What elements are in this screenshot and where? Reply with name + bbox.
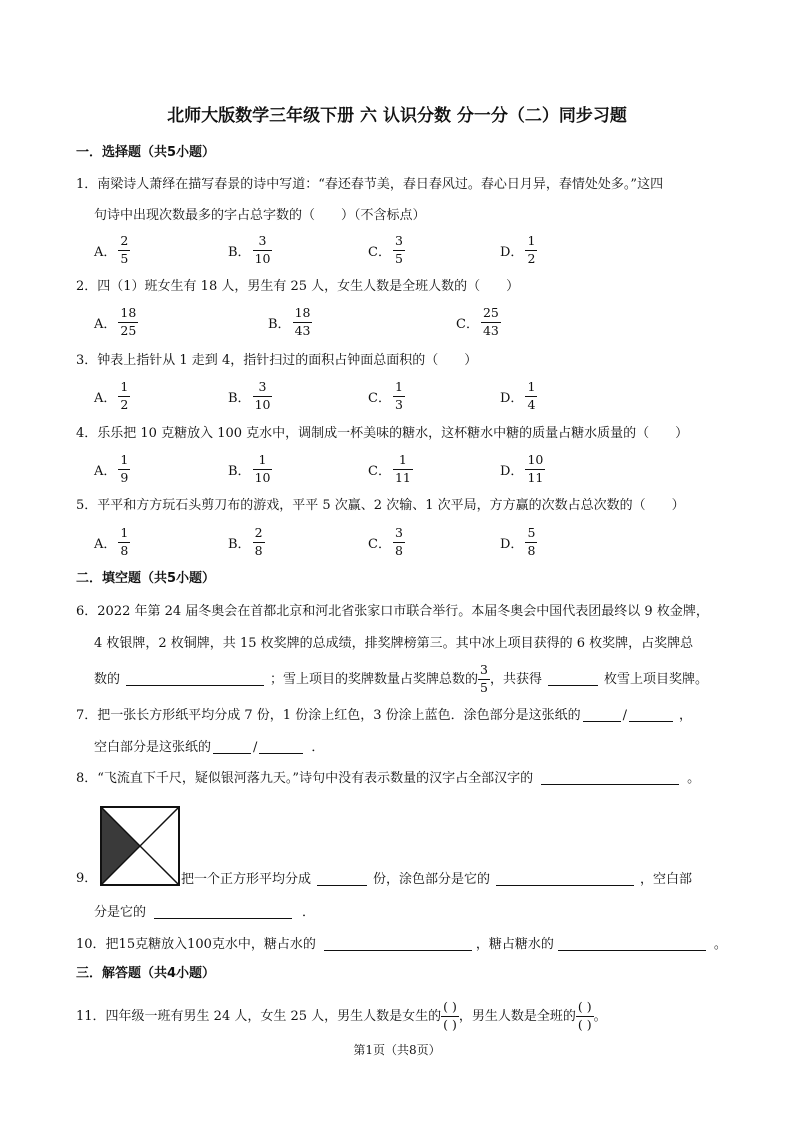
q9-answer-blank-1[interactable] bbox=[317, 872, 367, 886]
option-fraction: $\frac{1}{2}$ bbox=[527, 233, 536, 266]
q5-option-b[interactable] bbox=[228, 527, 265, 557]
option-fraction: $\frac{3}{8}$ bbox=[394, 525, 403, 558]
shaded-triangle bbox=[101, 807, 140, 885]
option-label: B． bbox=[268, 316, 291, 332]
option-fraction: $\frac{1}{3}$ bbox=[394, 379, 403, 412]
section-heading-answer: 三．解答题（共4小题） bbox=[76, 966, 216, 981]
q2-option-c[interactable] bbox=[456, 307, 501, 337]
option-label: B． bbox=[228, 536, 251, 552]
q9-answer-blank-2[interactable] bbox=[496, 872, 634, 886]
q3-option-d[interactable] bbox=[500, 381, 537, 411]
q9-answer-blank-3[interactable] bbox=[154, 905, 292, 919]
q10-answer-blank-1[interactable] bbox=[324, 937, 472, 951]
q11-text-b: ，男生人数是全班的 bbox=[458, 1008, 576, 1024]
option-label: B． bbox=[228, 463, 251, 479]
section-heading-choice: 一．选择题（共5小题） bbox=[76, 145, 216, 160]
q7-answer-blank-4[interactable] bbox=[259, 740, 303, 754]
q7-answer-blank-3[interactable] bbox=[213, 740, 251, 754]
question-4-line-1: 4．乐乐把 10 克糖放入 100 克水中，调制成一杯美味的糖水，这杯糖水中糖的质量占糖水质量的（ ） bbox=[76, 426, 689, 441]
q4-option-d[interactable] bbox=[500, 454, 545, 484]
q6-answer-blank-2[interactable] bbox=[548, 672, 598, 686]
q5-option-c[interactable] bbox=[368, 527, 405, 557]
question-8-line-1 bbox=[76, 771, 700, 785]
square-diagram bbox=[100, 806, 180, 886]
page-footer: 第1页（共8页） bbox=[353, 1043, 441, 1057]
question-10-line-1 bbox=[76, 937, 727, 951]
option-fraction: $\frac{1}{11}$ bbox=[394, 452, 411, 485]
question-9-line-2 bbox=[94, 905, 315, 919]
option-fraction: $\frac{3}{10}$ bbox=[254, 379, 271, 412]
q9-text-c: ，空白部 bbox=[640, 872, 693, 887]
q6-text-c: ，共获得 bbox=[489, 671, 542, 687]
question-5-line-1: 5．平平和方方玩石头剪刀布的游戏，平平 5 次赢、2 次输、1 次平局，方方赢的次数占总次数的（ ） bbox=[76, 498, 685, 513]
question-1-line-2: 句诗中出现次数最多的字占总字数的（ ）（不含标点） bbox=[94, 208, 426, 223]
q3-option-c[interactable] bbox=[368, 381, 405, 411]
option-label: C． bbox=[368, 244, 391, 260]
question-9-line-1 bbox=[181, 872, 692, 886]
q7-text-d: ． bbox=[311, 740, 325, 755]
option-fraction: $\frac{1}{4}$ bbox=[527, 379, 536, 412]
page-title: 北师大版数学三年级下册 六 认识分数 分一分（二）同步习题 bbox=[167, 106, 627, 126]
question-6-line-3 bbox=[94, 664, 708, 694]
q1-option-a[interactable] bbox=[94, 235, 130, 265]
q9-text-b: 份，涂色部分是它的 bbox=[373, 872, 491, 887]
q4-option-a[interactable] bbox=[94, 454, 130, 484]
q4-option-c[interactable] bbox=[368, 454, 413, 484]
question-2-line-1: 2．四（1）班女生有 18 人，男生有 25 人，女生人数是全班人数的（ ） bbox=[76, 279, 520, 294]
q8-text-a: 8．“飞流直下千尺，疑似银河落九天。”诗句中没有表示数量的汉字占全部汉字的 bbox=[76, 771, 534, 786]
q7-answer-blank-2[interactable] bbox=[629, 708, 673, 722]
option-label: D． bbox=[500, 536, 524, 552]
question-6-line-1: 6．2022 年第 24 届冬奥会在首都北京和河北省张家口市联合举行。本届冬奥会中国代表团最终以 9 枚金牌， bbox=[76, 604, 709, 619]
q10-text-b: ，糖占糖水的 bbox=[475, 937, 554, 952]
q7-text-a: 7．把一张长方形纸平均分成 7 份，1 份涂上红色，3 份涂上蓝色．涂色部分是这张纸的 bbox=[76, 708, 581, 723]
option-label: A． bbox=[94, 316, 117, 332]
question-6-line-2: 4 枚银牌，2 枚铜牌，共 15 枚奖牌的总成绩，排奖牌榜第三。其中冰上项目获得的 6 枚奖牌，占奖牌总 bbox=[94, 636, 694, 651]
q2-option-a[interactable] bbox=[94, 307, 138, 337]
q4-option-b[interactable] bbox=[228, 454, 272, 484]
option-label: D． bbox=[500, 390, 524, 406]
option-fraction: $\frac{1}{10}$ bbox=[254, 452, 271, 485]
option-fraction: $\frac{5}{8}$ bbox=[527, 525, 536, 558]
option-fraction: $\frac{3}{10}$ bbox=[254, 233, 271, 266]
section-heading-fill: 二．填空题（共5小题） bbox=[76, 571, 216, 586]
q6-text-d: 枚雪上项目奖牌。 bbox=[604, 671, 709, 687]
q5-option-a[interactable] bbox=[94, 527, 130, 557]
option-fraction: $\frac{18}{43}$ bbox=[294, 305, 311, 338]
option-label: D． bbox=[500, 244, 524, 260]
q7-slash-1: / bbox=[622, 708, 628, 723]
q6-text-b: ；雪上项目的奖牌数量占奖牌总数的 bbox=[270, 671, 479, 687]
q3-option-a[interactable] bbox=[94, 381, 130, 411]
q7-text-b: ， bbox=[679, 708, 693, 723]
option-label: A． bbox=[94, 390, 117, 406]
q11-blank-fraction-2[interactable]: $\frac{( )}{( )}$ bbox=[577, 999, 592, 1032]
q9-text-a: 把一个正方形平均分成 bbox=[181, 872, 312, 887]
option-fraction: $\frac{3}{5}$ bbox=[394, 233, 403, 266]
q8-text-b: 。 bbox=[687, 771, 701, 786]
q9-text-e: ． bbox=[302, 905, 316, 920]
question-3-line-1: 3．钟表上指针从 1 走到 4，指针扫过的面积占钟面总面积的（ ） bbox=[76, 353, 478, 368]
q9-text-d: 分是它的 bbox=[94, 905, 147, 920]
option-label: C． bbox=[368, 536, 391, 552]
q10-text-a: 10．把15克糖放入100克水中，糖占水的 bbox=[76, 937, 316, 952]
q7-text-c: 空白部分是这张纸的 bbox=[94, 740, 212, 755]
option-label: B． bbox=[228, 244, 251, 260]
option-fraction: $\frac{1}{9}$ bbox=[120, 452, 129, 485]
q1-option-d[interactable] bbox=[500, 235, 537, 265]
option-label: A． bbox=[94, 463, 117, 479]
q3-option-b[interactable] bbox=[228, 381, 272, 411]
q7-answer-blank-1[interactable] bbox=[583, 708, 621, 722]
q6-fraction: $\frac{3}{5}$ bbox=[480, 662, 488, 695]
option-label: D． bbox=[500, 463, 524, 479]
q6-answer-blank-1[interactable] bbox=[126, 672, 264, 686]
option-label: B． bbox=[228, 390, 251, 406]
option-fraction: $\frac{1}{8}$ bbox=[120, 525, 129, 558]
option-fraction: $\frac{2}{8}$ bbox=[254, 525, 263, 558]
option-fraction: $\frac{10}{11}$ bbox=[527, 452, 544, 485]
q11-text-c: 。 bbox=[593, 1008, 607, 1024]
q11-text-a: 11．四年级一班有男生 24 人，女生 25 人，男生人数是女生的 bbox=[76, 1008, 442, 1024]
option-fraction: $\frac{18}{25}$ bbox=[120, 305, 137, 338]
question-7-line-2 bbox=[94, 740, 324, 754]
option-fraction: $\frac{2}{5}$ bbox=[120, 233, 129, 266]
q10-answer-blank-2[interactable] bbox=[558, 937, 706, 951]
option-label: A． bbox=[94, 536, 117, 552]
q5-option-d[interactable] bbox=[500, 527, 537, 557]
q8-answer-blank[interactable] bbox=[541, 771, 679, 785]
question-1-line-1: 1．南梁诗人萧绎在描写春景的诗中写道：“春还春节美，春日春风过。春心日月异，春情处处多。”这四 bbox=[76, 177, 664, 192]
q2-option-b[interactable] bbox=[268, 307, 312, 337]
q1-option-c[interactable] bbox=[368, 235, 405, 265]
option-label: C． bbox=[368, 463, 391, 479]
q10-text-c: 。 bbox=[713, 937, 727, 952]
option-fraction: $\frac{25}{43}$ bbox=[482, 305, 499, 338]
q7-slash-2: / bbox=[253, 740, 258, 755]
q1-option-b[interactable] bbox=[228, 235, 272, 265]
q11-blank-fraction-1[interactable]: $\frac{( )}{( )}$ bbox=[443, 999, 457, 1032]
option-fraction: $\frac{1}{2}$ bbox=[120, 379, 129, 412]
option-label: C． bbox=[456, 316, 479, 332]
option-label: A． bbox=[94, 244, 117, 260]
question-9-number: 9． bbox=[76, 871, 98, 886]
option-label: C． bbox=[368, 390, 391, 406]
question-11-line-1 bbox=[76, 1001, 607, 1031]
q6-text-a: 数的 bbox=[94, 671, 121, 687]
question-7-line-1 bbox=[76, 708, 692, 722]
